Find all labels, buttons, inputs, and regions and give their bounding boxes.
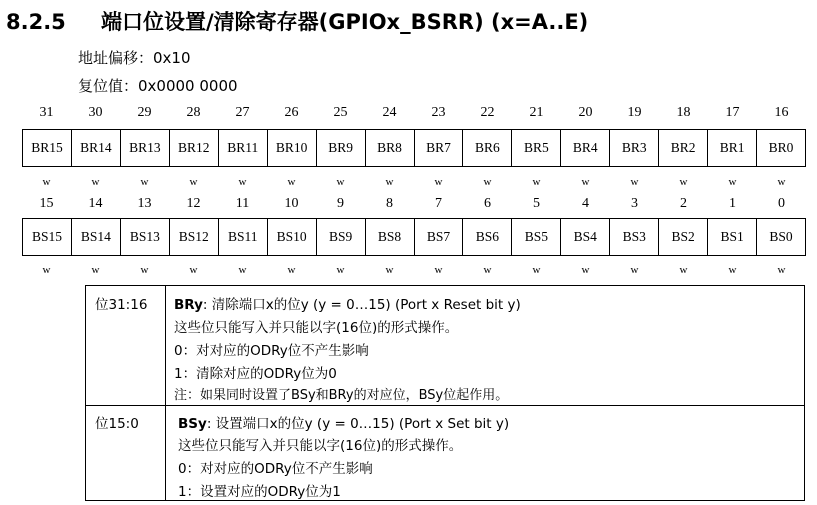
bit-number: 23	[431, 105, 446, 120]
register-row-high	[22, 129, 806, 167]
access-type: w	[385, 176, 394, 188]
bs-bit-range: 位15:0	[95, 416, 139, 432]
access-type: w	[434, 176, 443, 188]
register-field: BR11	[219, 130, 268, 166]
register-field: BR5	[512, 130, 561, 166]
bit-number: 13	[137, 196, 152, 211]
bit-number: 5	[533, 196, 540, 211]
bit-number: 0	[778, 196, 785, 211]
access-type: w	[336, 176, 345, 188]
bs-title	[178, 412, 509, 432]
address-offset: 地址偏移：0x10	[78, 49, 191, 67]
access-type: w	[630, 264, 639, 276]
access-type: w	[777, 264, 786, 276]
bit-number: 25	[333, 105, 348, 120]
access-type: w	[679, 176, 688, 188]
register-field: BS9	[317, 219, 366, 255]
register-field: BS4	[561, 219, 610, 255]
register-field: BR13	[121, 130, 170, 166]
bit-numbers-low	[22, 196, 806, 212]
access-type: w	[385, 264, 394, 276]
bit-number: 17	[725, 105, 740, 120]
access-type: w	[140, 264, 149, 276]
access-row-low	[22, 264, 806, 276]
access-type: w	[483, 264, 492, 276]
access-type: w	[238, 264, 247, 276]
register-field: BS12	[170, 219, 219, 255]
register-field: BS2	[659, 219, 708, 255]
bit-number: 20	[578, 105, 593, 120]
bit-number: 9	[337, 196, 344, 211]
access-type: w	[287, 264, 296, 276]
access-type: w	[728, 176, 737, 188]
register-field: BR8	[366, 130, 415, 166]
br-bit-range: 位31:16	[95, 297, 148, 313]
bit-number: 14	[88, 196, 103, 211]
br-desc-line: 0：对对应的ODRy位不产生影响	[174, 343, 369, 359]
column-divider	[165, 286, 166, 500]
access-type: w	[728, 264, 737, 276]
access-type: w	[630, 176, 639, 188]
bit-number: 4	[582, 196, 589, 211]
access-type: w	[336, 264, 345, 276]
bit-number: 6	[484, 196, 491, 211]
bs-desc-line: 这些位只能写入并只能以字(16位)的形式操作。	[178, 438, 463, 454]
section-title: 端口位设置/清除寄存器(GPIOx_BSRR) (x=A..E)	[101, 10, 589, 34]
register-field: BS5	[512, 219, 561, 255]
register-field: BR2	[659, 130, 708, 166]
bit-number: 18	[676, 105, 691, 120]
bs-desc-line: 1：设置对应的ODRy位为1	[178, 484, 341, 500]
access-type: w	[287, 176, 296, 188]
access-type: w	[91, 176, 100, 188]
access-type: w	[42, 176, 51, 188]
register-field: BS13	[121, 219, 170, 255]
register-field: BR7	[415, 130, 464, 166]
bit-number: 7	[435, 196, 442, 211]
access-type: w	[42, 264, 51, 276]
bit-number: 29	[137, 105, 152, 120]
br-desc-line: 1：清除对应的ODRy位为0	[174, 366, 337, 382]
bs-field-name: BSy	[178, 416, 207, 432]
access-type: w	[532, 264, 541, 276]
register-row-low	[22, 218, 806, 256]
bit-number: 3	[631, 196, 638, 211]
br-desc-line: 这些位只能写入并只能以字(16位)的形式操作。	[174, 320, 459, 336]
bs-desc-line: 0：对对应的ODRy位不产生影响	[178, 461, 373, 477]
bit-number: 22	[480, 105, 495, 120]
br-field-name: BRy	[174, 297, 203, 313]
bit-number: 31	[39, 105, 54, 120]
access-type: w	[581, 176, 590, 188]
br-note-line: 注：如果同时设置了BSy和BRy的对应位，BSy位起作用。	[174, 388, 509, 403]
register-field: BS15	[23, 219, 72, 255]
bit-number: 21	[529, 105, 544, 120]
bit-number: 1	[729, 196, 736, 211]
access-type: w	[532, 176, 541, 188]
section-heading	[6, 6, 588, 36]
section-number: 8.2.5	[6, 10, 66, 34]
reset-value: 复位值：0x0000 0000	[78, 77, 238, 95]
bit-number: 16	[774, 105, 789, 120]
bit-numbers-high	[22, 105, 806, 121]
bit-number: 10	[284, 196, 299, 211]
access-type: w	[189, 176, 198, 188]
access-type: w	[140, 176, 149, 188]
register-field: BS0	[757, 219, 806, 255]
register-field: BR10	[268, 130, 317, 166]
bit-number: 28	[186, 105, 201, 120]
register-field: BS3	[610, 219, 659, 255]
bit-number: 19	[627, 105, 642, 120]
register-field: BS1	[708, 219, 757, 255]
bit-number: 26	[284, 105, 299, 120]
register-field: BR14	[72, 130, 121, 166]
register-field: BR9	[317, 130, 366, 166]
access-type: w	[189, 264, 198, 276]
register-field: BR1	[708, 130, 757, 166]
register-field: BS6	[463, 219, 512, 255]
bit-number: 24	[382, 105, 397, 120]
register-field: BS10	[268, 219, 317, 255]
bit-number: 27	[235, 105, 250, 120]
access-type: w	[238, 176, 247, 188]
bit-number: 15	[39, 196, 54, 211]
access-type: w	[91, 264, 100, 276]
access-type: w	[434, 264, 443, 276]
register-field: BR6	[463, 130, 512, 166]
access-type: w	[483, 176, 492, 188]
bs-field-title: : 设置端口x的位y (y = 0…15) (Port x Set bit y)	[206, 416, 510, 432]
bit-number: 2	[680, 196, 687, 211]
register-field: BS11	[219, 219, 268, 255]
bit-number: 30	[88, 105, 103, 120]
register-field: BR0	[757, 130, 806, 166]
bit-number: 11	[235, 196, 250, 211]
register-field: BS14	[72, 219, 121, 255]
register-field: BR4	[561, 130, 610, 166]
bit-number: 12	[186, 196, 201, 211]
bit-number: 8	[386, 196, 393, 211]
register-field: BR15	[23, 130, 72, 166]
field-description-table	[85, 285, 805, 501]
br-title	[174, 293, 521, 313]
register-field: BS7	[415, 219, 464, 255]
access-type: w	[581, 264, 590, 276]
register-field: BR12	[170, 130, 219, 166]
register-field: BS8	[366, 219, 415, 255]
access-row-high	[22, 176, 806, 188]
access-type: w	[679, 264, 688, 276]
register-field: BR3	[610, 130, 659, 166]
row-divider	[86, 405, 804, 406]
br-field-title: : 清除端口x的位y (y = 0…15) (Port x Reset bit y)	[202, 297, 521, 313]
access-type: w	[777, 176, 786, 188]
